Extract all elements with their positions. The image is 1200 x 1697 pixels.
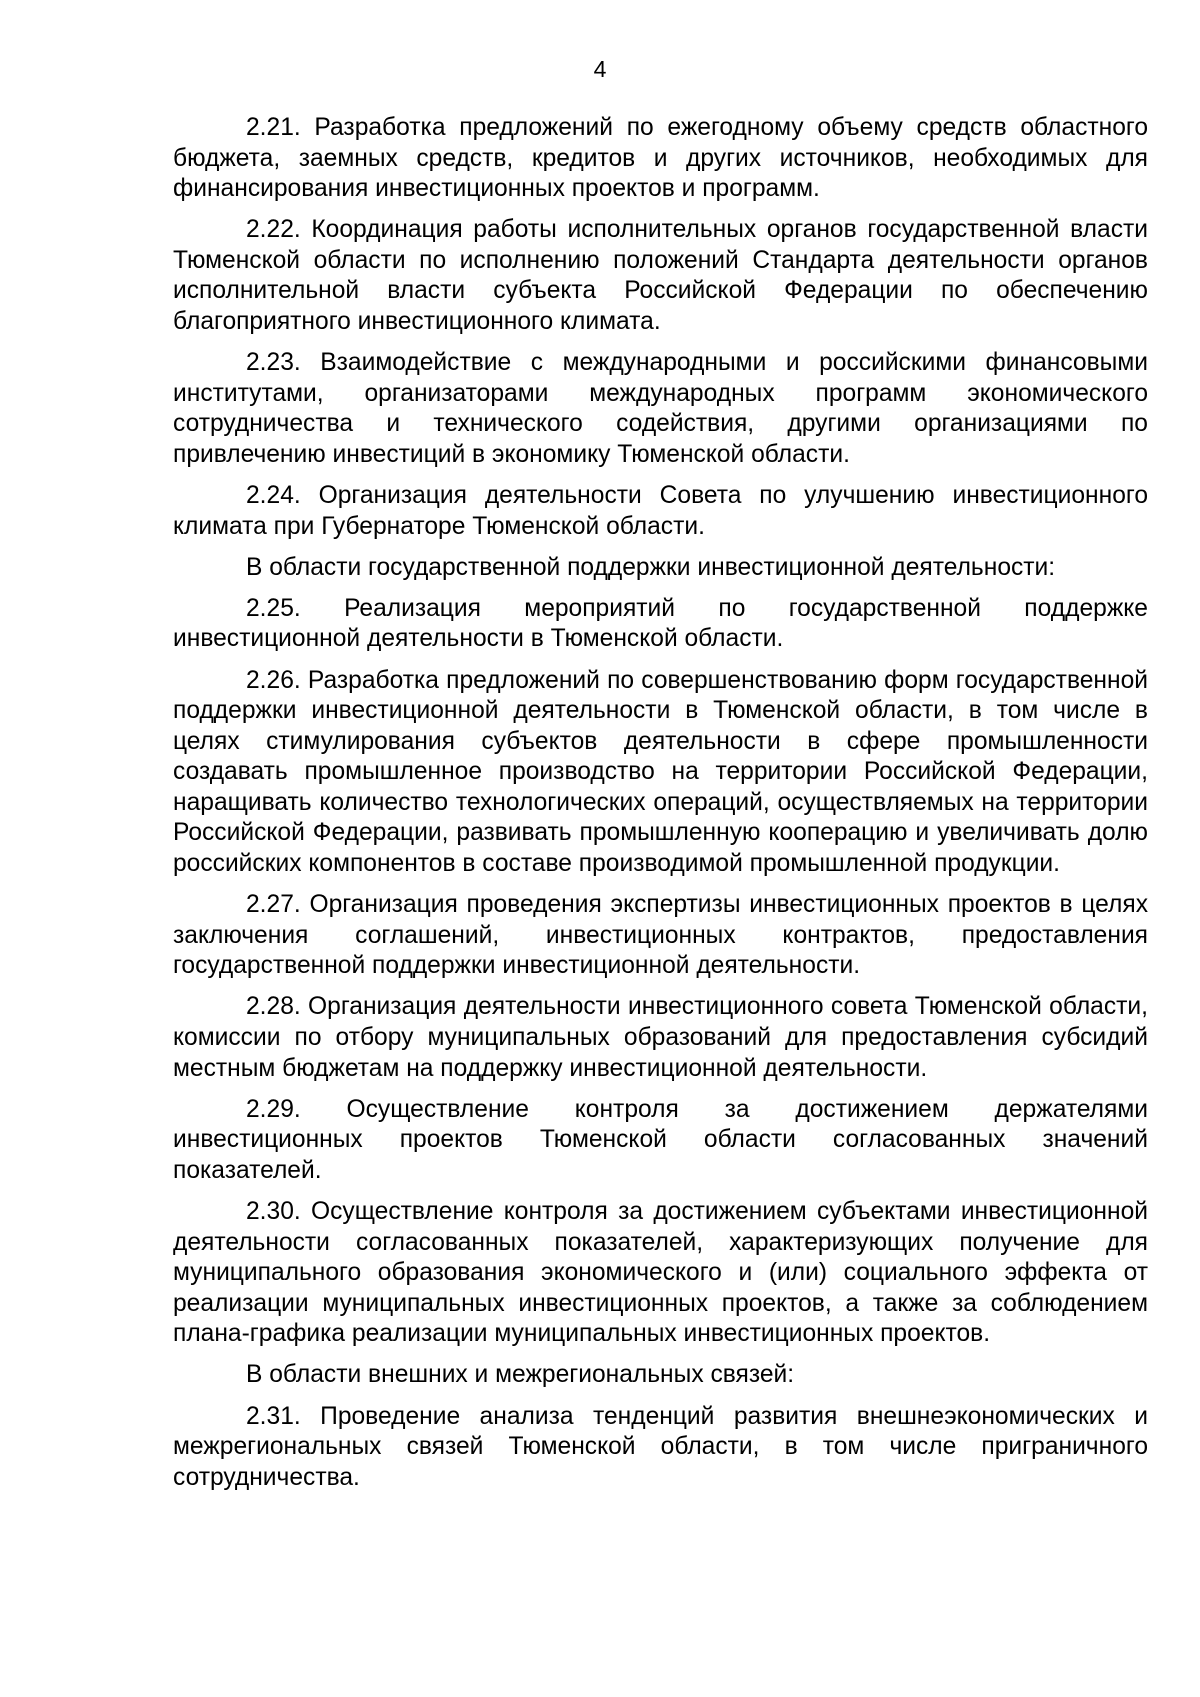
paragraph-2-31: 2.31. Проведение анализа тенденций развития внешнеэкономических и межрегиональных связей Тюменской области, в том числе приграничного сотрудничества. [173,1402,1148,1491]
page-number: 4 [593,56,607,82]
paragraph-2-30: 2.30. Осуществление контроля за достижением субъектами инвестиционной деятельности согласованных показателей, характеризующих получение для муниципального образования экономического и (или) социального эффекта от реализации муниципальных инвестиционных проектов, а также за соблюдением плана-графика реализации муниципальных инвестиционных проектов. [173,1198,1148,1348]
paragraph-2-28: 2.28. Организация деятельности инвестиционного совета Тюменской области, комиссии по отбору муниципальных образований для предоставления субсидий местным бюджетам на поддержку инвестиционной деятельности. [173,993,1148,1082]
section-heading-state-support: В области государственной поддержки инвестиционной деятельности: [246,553,1056,581]
paragraph-2-23: 2.23. Взаимодействие с международными и российскими финансовыми институтами, организаторами международных программ экономического сотрудничества и технического содействия, другими организациями по привлечению инвестиций в экономику Тюменской области. [173,349,1148,468]
paragraph-2-22: 2.22. Координация работы исполнительных органов государственной власти Тюменской области по исполнению положений Стандарта деятельности органов исполнительной власти субъекта Российской Федерации по обеспечению благоприятного инвестиционного климата. [173,216,1148,336]
paragraph-2-27: 2.27. Организация проведения экспертизы инвестиционных проектов в целях заключения соглашений, инвестиционных контрактов, предоставления государственной поддержки инвестиционной деятельности. [173,891,1148,980]
document-body [173,113,1148,1504]
section-heading-external-relations: В области внешних и межрегиональных связей: [246,1361,795,1389]
paragraph-2-25: 2.25. Реализация мероприятий по государственной поддержке инвестиционной деятельности в Тюменской области. [173,594,1148,653]
paragraph-2-24: 2.24. Организация деятельности Совета по улучшению инвестиционного климата при Губернаторе Тюменской области. [173,482,1148,540]
paragraph-2-26: 2.26. Разработка предложений по совершенствованию форм государственной поддержки инвестиционной деятельности в Тюменской области, в том числе в целях стимулирования субъектов деятельности в сфере промышленности создавать промышленное производство на территории Российской Федерации, наращивать количество технологических операций, осуществляемых на территории Российской Федерации, развивать промышленную кооперацию и увеличивать долю российских компонентов в составе производимой промышленной продукции. [173,666,1148,878]
paragraph-2-21: 2.21. Разработка предложений по ежегодному объему средств областного бюджета, заемных средств, кредитов и других источников, необходимых для финансирования инвестиционных проектов и программ. [173,114,1148,203]
paragraph-2-29: 2.29. Осуществление контроля за достижением держателями инвестиционных проектов Тюменской области согласованных значений показателей. [173,1095,1148,1184]
